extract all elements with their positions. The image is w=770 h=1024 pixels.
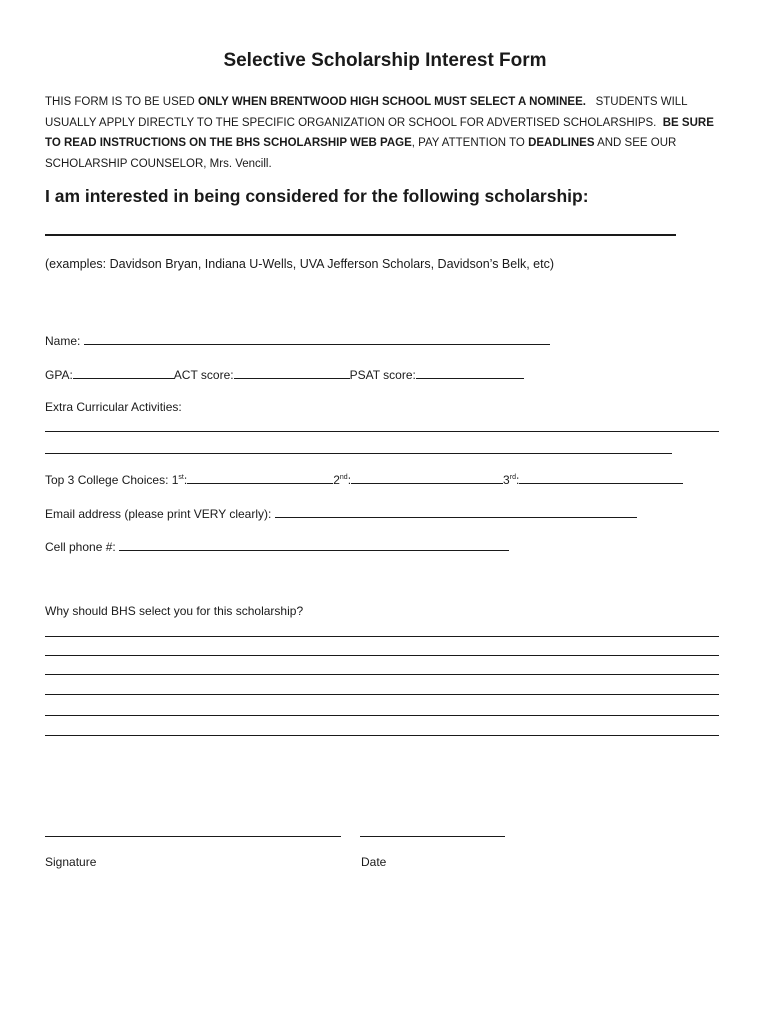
college-choice-1-field[interactable] [187,472,333,484]
signature-line[interactable] [45,836,341,837]
date-label: Date [361,855,387,869]
second-prefix: 2 [333,473,340,487]
college-choice-3-field[interactable] [519,472,683,484]
why-line-5[interactable] [45,715,719,716]
third-prefix: 3 [503,473,510,487]
name-label: Name: [45,334,81,348]
email-field[interactable] [275,506,637,518]
college-choices-label: Top 3 College Choices: 1 [45,473,179,487]
extracurricular-line-2[interactable] [45,453,672,454]
scholarship-name-line[interactable] [45,234,676,236]
second-sup: nd [339,474,348,481]
date-line[interactable] [360,836,505,837]
intro-text-4: AND SEE OUR SCHOLARSHIP COUNSELOR, Mrs. Vencill. [45,137,677,170]
gpa-label: GPA: [45,368,73,382]
scholarship-heading: I am interested in being considered for the following scholarship: [45,186,589,206]
third-colon: : [515,473,520,487]
why-line-3[interactable] [45,674,719,675]
third-sup: rd [509,474,516,481]
email-label: Email address (please print VERY clearly): [45,507,272,521]
why-line-6[interactable] [45,735,719,736]
form-title: Selective Scholarship Interest Form [223,50,547,71]
why-line-4[interactable] [45,694,719,695]
gpa-field[interactable] [73,367,174,379]
signature-label: Signature [45,855,97,869]
first-sup: st [178,474,184,481]
extracurricular-label: Extra Curricular Activities: [45,400,182,414]
why-line-1[interactable] [45,636,719,637]
intro-bold-3: DEADLINES [528,137,595,149]
name-field[interactable] [84,333,550,345]
why-line-2[interactable] [45,655,719,656]
cell-phone-label: Cell phone #: [45,540,116,554]
intro-paragraph [45,92,725,174]
first-colon: : [183,473,188,487]
intro-text-3: , PAY ATTENTION TO [411,137,529,149]
second-colon: : [347,473,352,487]
name-row [45,333,550,348]
email-row [45,506,637,521]
psat-field[interactable] [416,367,524,379]
intro-bold-1: ONLY WHEN BRENTWOOD HIGH SCHOOL MUST SELECT A NOMINEE. [197,96,586,108]
act-field[interactable] [234,367,350,379]
cell-phone-row [45,539,509,554]
cell-phone-field[interactable] [119,539,509,551]
college-choices-row [45,472,683,487]
intro-text-2: STUDENTS WILL USUALLY APPLY DIRECTLY TO THE SPECIFIC ORGANIZATION OR SCHOOL FOR ADVERTISED SCHOLARSHIPS. [45,96,691,129]
psat-label: PSAT score: [349,368,416,382]
act-label: ACT score: [173,368,234,382]
why-label: Why should BHS select you for this scholarship? [45,604,304,618]
college-choice-2-field[interactable] [351,472,503,484]
scholarship-examples: (examples: Davidson Bryan, Indiana U-Wells, UVA Jefferson Scholars, Davidson’s Belk, etc) [45,257,555,271]
intro-bold-2: BE SURE TO READ INSTRUCTIONS ON THE BHS SCHOLARSHIP WEB PAGE [45,116,714,149]
intro-text-1: THIS FORM IS TO BE USED [45,96,198,108]
scores-row [45,367,524,382]
extracurricular-line-1[interactable] [45,431,719,432]
